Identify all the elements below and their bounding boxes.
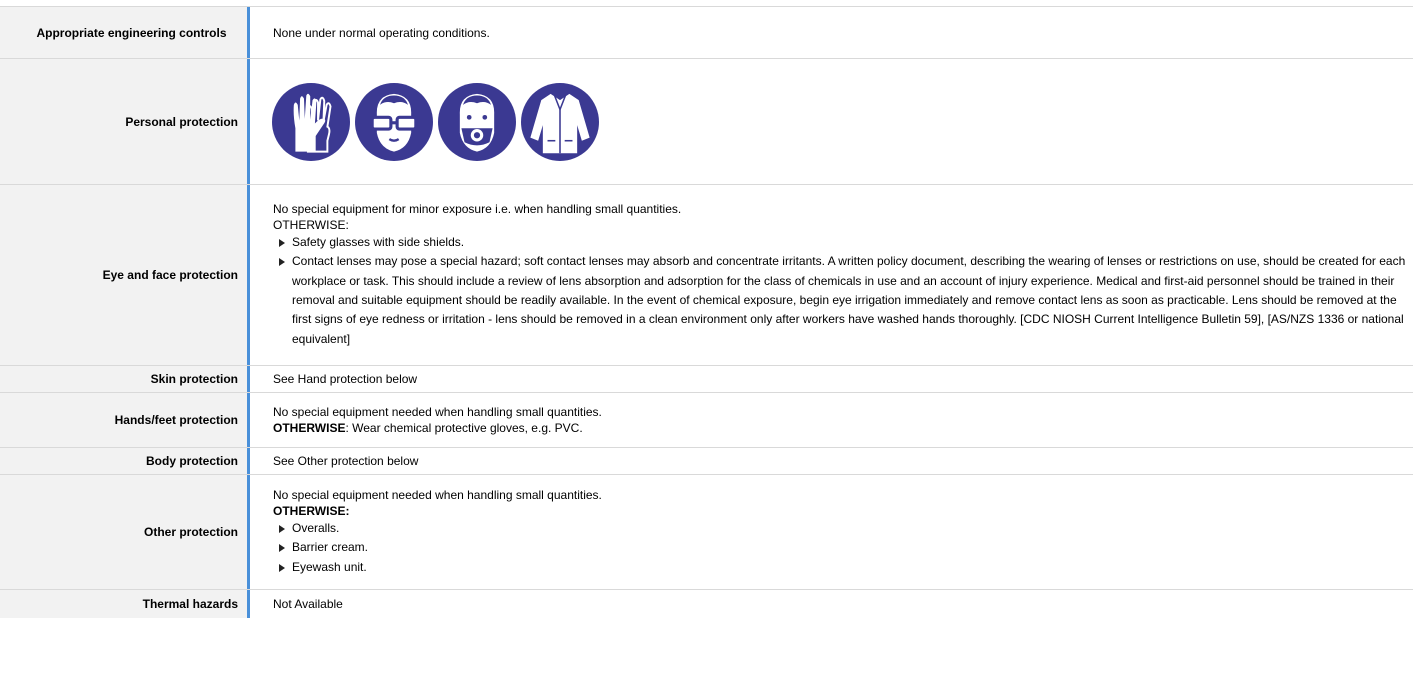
intro-text: No special equipment for minor exposure i.e. when handling small quantities. [273, 202, 682, 217]
row-engineering-controls [0, 7, 1413, 59]
row-label: Hands/feet protection [0, 393, 250, 447]
value-text: Not Available [273, 597, 343, 611]
row-label: Eye and face protection [0, 185, 250, 365]
row-label: Body protection [0, 448, 250, 474]
row-value [250, 185, 1413, 365]
row-value [250, 393, 1413, 447]
respirator-icon [438, 83, 516, 161]
bullet-triangle-icon [279, 525, 285, 533]
row-label: Thermal hazards [0, 590, 250, 618]
row-eye-face-protection [0, 185, 1413, 366]
list-item-text: Eyewash unit. [292, 559, 367, 574]
list-item-text: Safety glasses with side shields. [292, 235, 465, 250]
row-label: Personal protection [0, 59, 250, 184]
list-item [273, 252, 1413, 348]
row-value [250, 59, 1413, 184]
value-text: See Other protection below [273, 454, 419, 468]
bullet-triangle-icon [279, 544, 285, 552]
list-item-text: Overalls. [292, 521, 340, 536]
list-item-text: Contact lenses may pose a special hazard; soft contact lenses may absorb and concentrate irritants. A written policy document, describing the wearing of lenses or restrictions on use, should be created for each workplace or task. This should include a review of lens absorption and adsorption for the class of chemicals in use and an account of injury experience. Medical and first-aid personnel should be trained in their removal and suitable equipment should be readily available. In the event of chemical exposure, begin eye irrigation immediately and remove contact lens as soon as practicable. Lens should be removed at the first signs of eye redness or irritation - lens should be removed in a clean environment only after workers have washed hands thoroughly. [CDC NIOSH Current Intelligence Bulletin 59], [AS/NZS 1336 or national equivalent] [292, 254, 1406, 346]
row-thermal-hazards [0, 590, 1413, 618]
bullet-list [273, 233, 1413, 349]
bullet-triangle-icon [279, 239, 285, 247]
list-item [273, 233, 1413, 252]
row-value [250, 590, 1413, 618]
top-rule [0, 0, 1413, 7]
exposure-controls-table [0, 7, 1413, 618]
row-body-protection [0, 448, 1413, 475]
row-label: Appropriate engineering controls [0, 7, 250, 58]
row-value [250, 366, 1413, 392]
safety-glasses-icon [355, 83, 433, 161]
row-value [250, 475, 1413, 589]
otherwise-text: : Wear chemical protective gloves, e.g. PVC. [345, 421, 583, 435]
otherwise-text: OTHERWISE: [273, 218, 349, 233]
row-label: Skin protection [0, 366, 250, 392]
list-item-text: Barrier cream. [292, 540, 369, 555]
list-item [273, 519, 1413, 538]
intro-text: No special equipment needed when handling small quantities. [273, 488, 602, 503]
otherwise-text: OTHERWISE: [273, 504, 350, 519]
list-item [273, 558, 1413, 577]
row-skin-protection [0, 366, 1413, 393]
value-text: See Hand protection below [273, 372, 418, 386]
row-label: Other protection [0, 475, 250, 589]
gloves-icon [272, 83, 350, 161]
list-item [273, 538, 1413, 557]
ppe-icon-group [272, 83, 1413, 161]
bullet-triangle-icon [279, 564, 285, 572]
otherwise-label: OTHERWISE [273, 421, 346, 435]
row-value [250, 448, 1413, 474]
row-hands-feet-protection [0, 393, 1413, 448]
intro-text: No special equipment needed when handling small quantities. [273, 405, 602, 419]
value-text: None under normal operating conditions. [273, 25, 490, 40]
row-value [250, 7, 1413, 58]
lab-coat-icon [521, 83, 599, 161]
bullet-triangle-icon [279, 258, 285, 266]
row-other-protection [0, 475, 1413, 590]
row-personal-protection [0, 59, 1413, 185]
bullet-list [273, 519, 1413, 577]
otherwise-line [273, 420, 1413, 436]
